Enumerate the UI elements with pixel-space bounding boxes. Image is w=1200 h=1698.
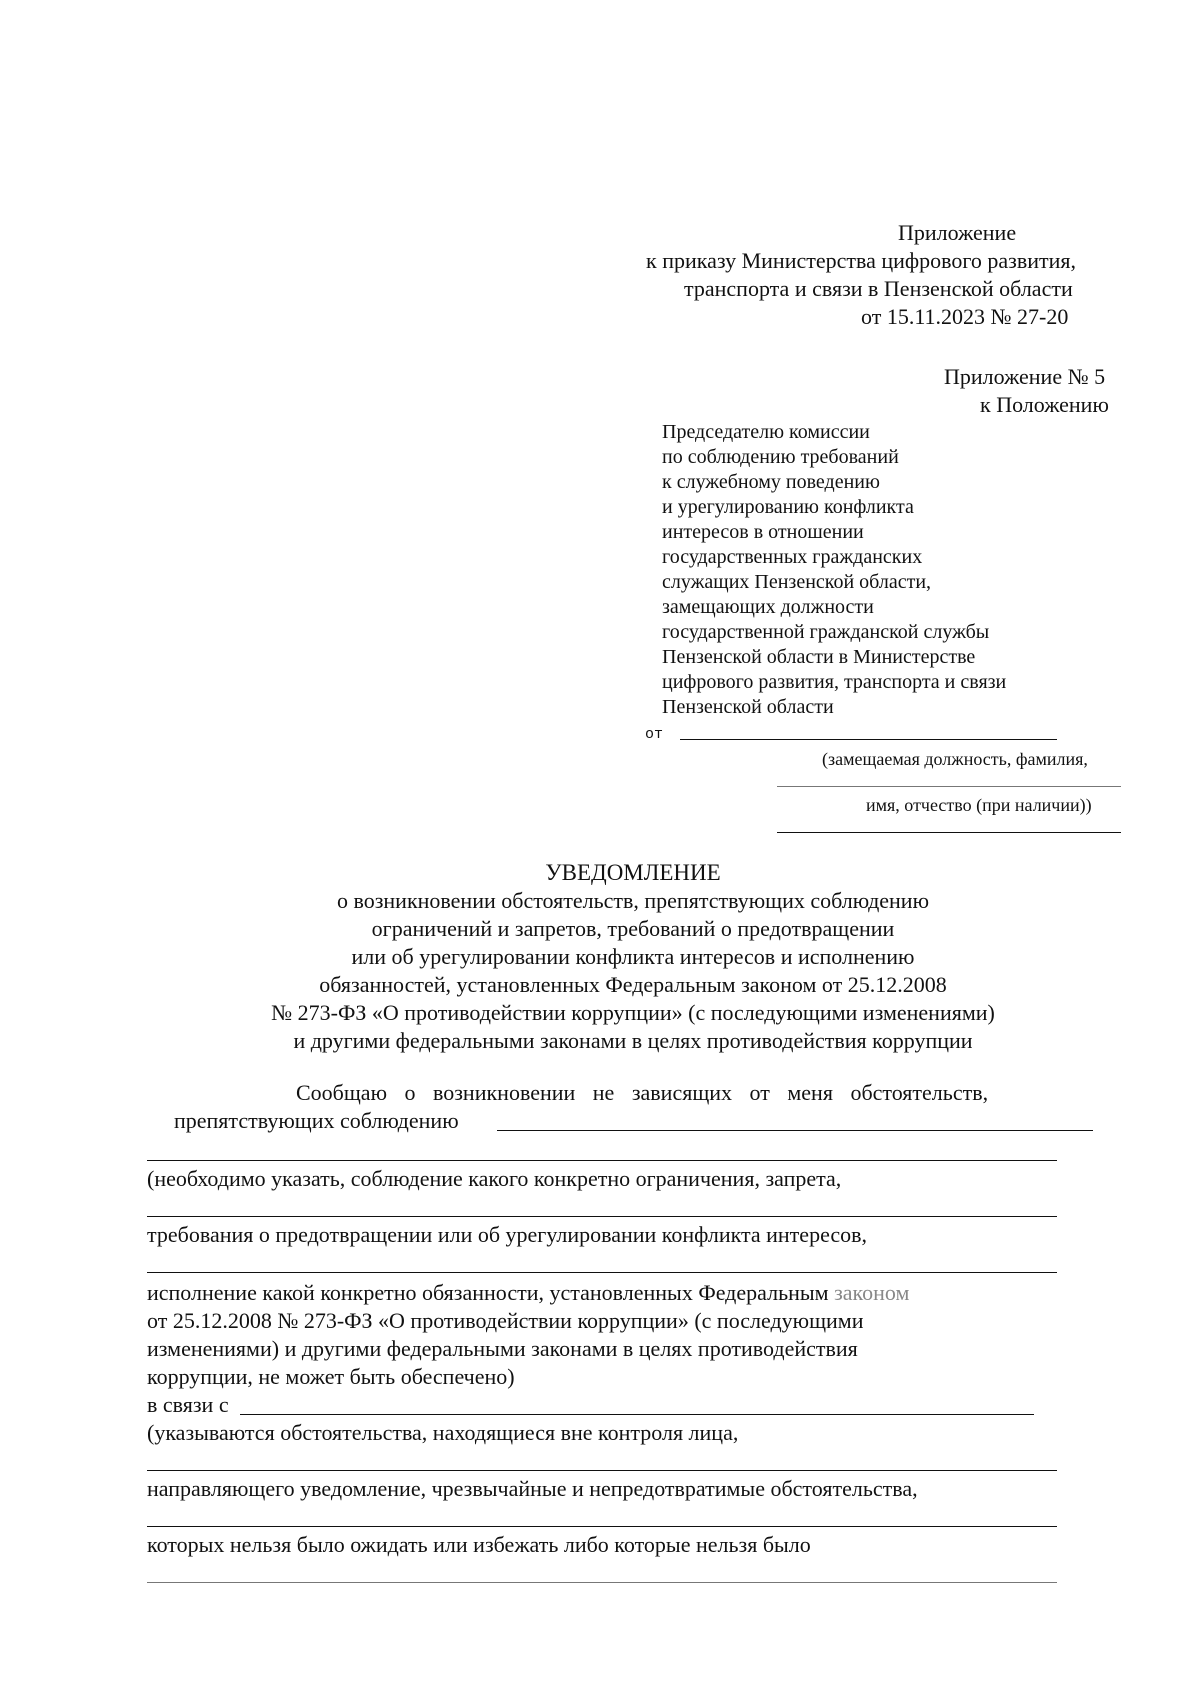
from-label: от	[645, 726, 664, 743]
field-hint: коррупции, не может быть обеспечено)	[147, 1364, 515, 1389]
observance-field-line[interactable]	[147, 1216, 1057, 1217]
sender-field-hint: имя, отчество (при наличии))	[866, 795, 1092, 815]
appendix-title: Приложение	[898, 220, 1017, 245]
field-hint: направляющего уведомление, чрезвычайные и непредотвратимые обстоятельства,	[147, 1476, 918, 1501]
sender-field-line[interactable]	[680, 739, 1057, 740]
field-hint: изменениями) и другими федеральными законами в целях противодействия	[147, 1336, 858, 1361]
recipient-line: и урегулированию конфликта	[662, 496, 914, 518]
document-subtitle-line: ограничений и запретов, требований о предотвращении	[371, 916, 895, 941]
field-hint: от 25.12.2008 № 273-ФЗ «О противодействии коррупции» (с последующими	[147, 1308, 864, 1333]
body-paragraph: Сообщаю о возникновении не зависящих от меня обстоятельств,	[296, 1080, 989, 1105]
recipient-line: замещающих должности	[662, 596, 874, 618]
document-subtitle-line: обязанностей, установленных Федеральным законом от 25.12.2008	[319, 972, 947, 997]
recipient-line: Пензенской области в Министерстве	[662, 646, 976, 668]
circumstances-field-line[interactable]	[147, 1470, 1057, 1471]
document-subtitle-line: или об урегулировании конфликта интересов и исполнению	[351, 944, 915, 969]
sender-field-hint: (замещаемая должность, фамилия,	[822, 749, 1088, 769]
order-reference-line: транспорта и связи в Пензенской области	[684, 276, 1073, 301]
field-hint-text: законом	[834, 1280, 910, 1305]
recipient-line: служащих Пензенской области,	[662, 571, 932, 593]
recipient-line: государственных гражданских	[662, 546, 923, 568]
document-title: УВЕДОМЛЕНИЕ	[545, 860, 721, 885]
field-hint	[147, 1280, 909, 1306]
recipient-line: цифрового развития, транспорта и связи	[662, 671, 1007, 693]
document-subtitle-line: о возникновении обстоятельств, препятствующих соблюдению	[336, 888, 930, 913]
field-hint: (указываются обстоятельства, находящиеся вне контроля лица,	[147, 1420, 739, 1445]
body-paragraph: препятствующих соблюдению	[174, 1108, 459, 1133]
field-hint-text: исполнение какой конкретно обязанности, установленных Федеральным	[147, 1280, 829, 1305]
order-date-number: от 15.11.2023 № 27-20	[861, 304, 1069, 329]
annex-reference: к Положению	[980, 392, 1109, 417]
circumstances-field-line[interactable]	[240, 1414, 1034, 1415]
circumstances-field-line[interactable]	[147, 1526, 1057, 1527]
in-connection-label: в связи с	[147, 1392, 229, 1417]
observance-field-line[interactable]	[497, 1130, 1093, 1131]
recipient-line: Председателю комиссии	[662, 421, 870, 443]
document-subtitle-line: и другими федеральными законами в целях противодействия коррупции	[293, 1028, 973, 1053]
annex-number: Приложение № 5	[944, 364, 1106, 389]
sender-field-line[interactable]	[777, 832, 1121, 833]
document-subtitle-line: № 273-ФЗ «О противодействии коррупции» (с последующими изменениями)	[271, 1000, 995, 1025]
recipient-line: интересов в отношении	[662, 521, 864, 543]
recipient-line: по соблюдению требований	[662, 446, 899, 468]
recipient-line: Пензенской области	[662, 696, 834, 718]
field-hint: (необходимо указать, соблюдение какого конкретно ограничения, запрета,	[147, 1166, 842, 1191]
recipient-line: государственной гражданской службы	[662, 621, 990, 643]
observance-field-line[interactable]	[147, 1272, 1057, 1273]
field-hint: которых нельзя было ожидать или избежать либо которые нельзя было	[147, 1532, 811, 1557]
sender-field-line[interactable]	[777, 786, 1121, 787]
order-reference-line: к приказу Министерства цифрового развития,	[646, 248, 1076, 273]
observance-field-line[interactable]	[147, 1160, 1057, 1161]
circumstances-field-line[interactable]	[147, 1582, 1057, 1583]
recipient-line: к служебному поведению	[662, 471, 880, 493]
field-hint: требования о предотвращении или об урегулировании конфликта интересов,	[147, 1222, 868, 1247]
